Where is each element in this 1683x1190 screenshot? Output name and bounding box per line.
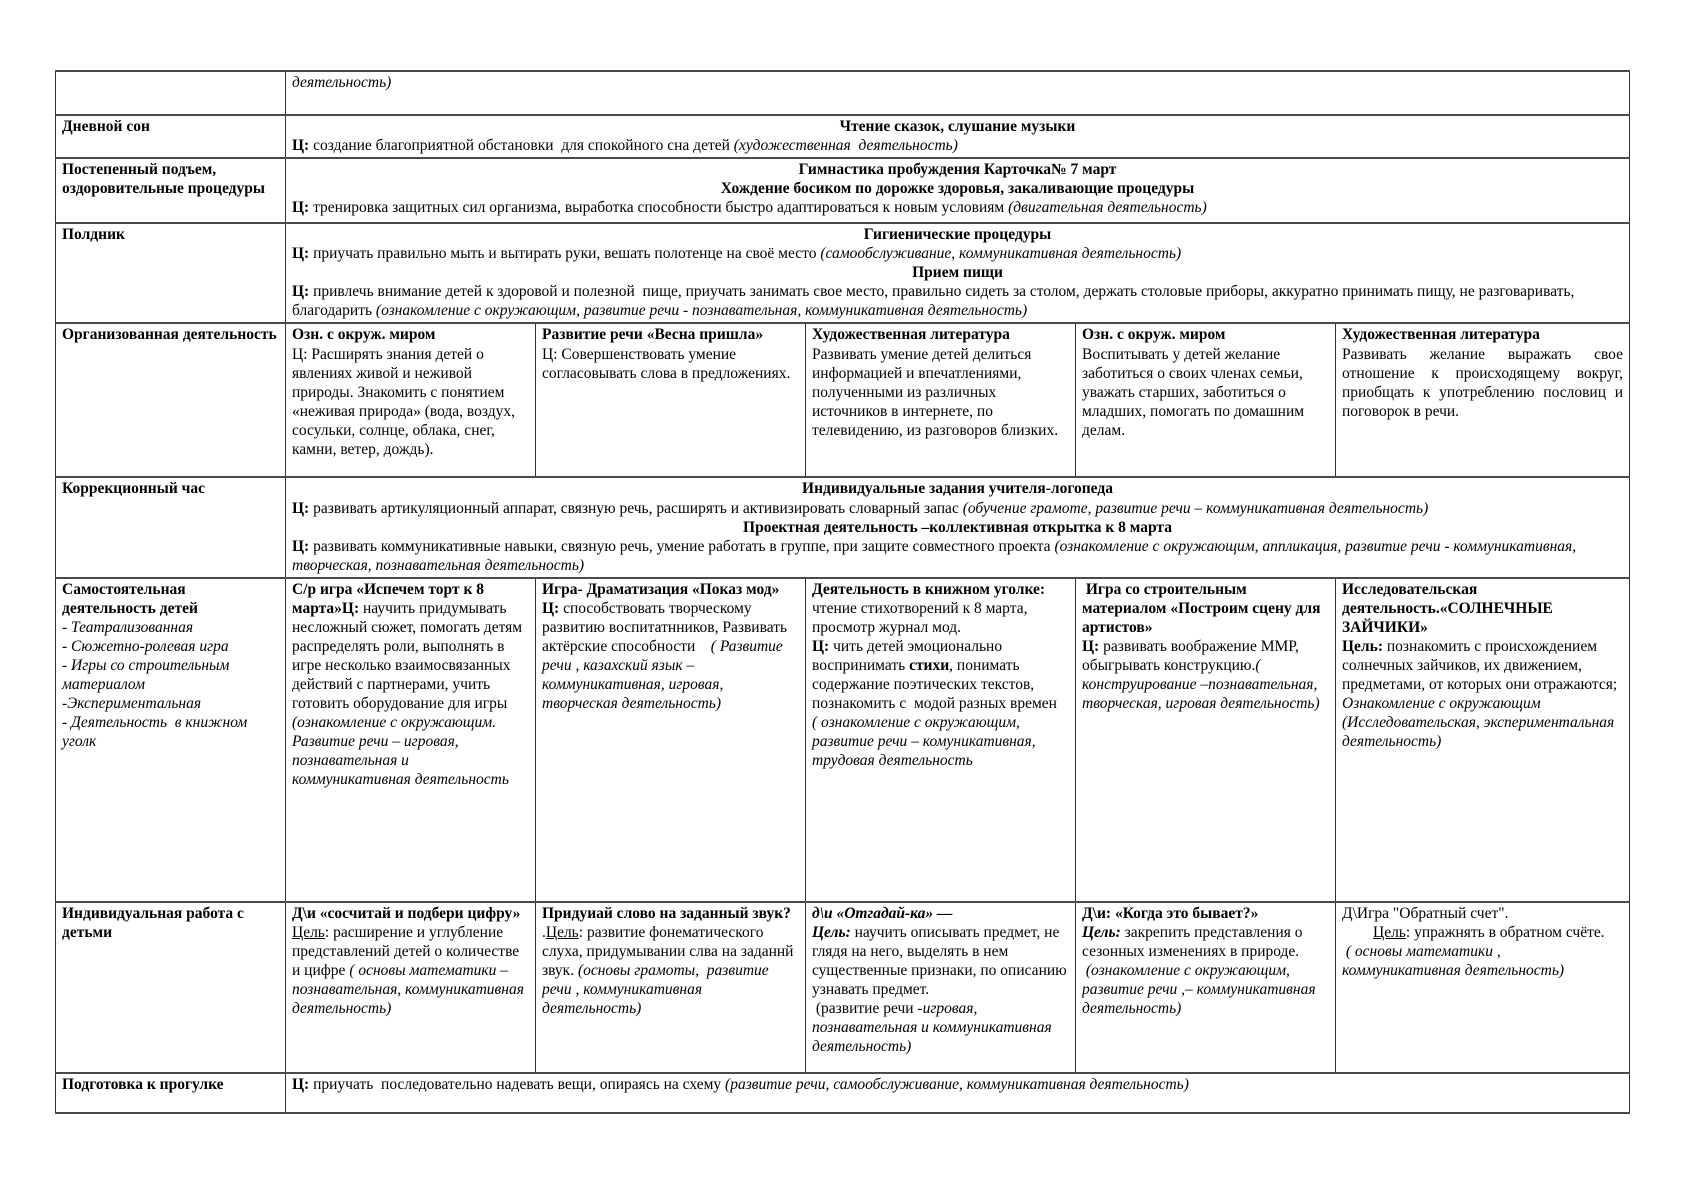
- text-run: Д\и: «Когда это бывает?»: [1082, 904, 1259, 922]
- table-row: [56, 477, 1630, 577]
- text-run: (развитие речи -: [812, 1000, 923, 1018]
- row-label: Самостоятельная деятельность детей: [62, 580, 198, 617]
- plan-cell: [286, 323, 536, 477]
- text-block: [542, 325, 799, 344]
- plan-cell: [806, 578, 1076, 902]
- row-label-cell: [56, 1073, 286, 1113]
- text-run: Развивать желание выражать свое отношение к происходящему вокруг, приобщать к употреблению пословиц и поговорок в речи.: [1342, 345, 1623, 420]
- text-run: : развитие фонематического слуха, придумывании слва на заданнй звук.: [542, 923, 798, 979]
- text-run: (обучение грамоте, развитие речи – коммуникативная деятельность): [962, 499, 1429, 517]
- text-run: Проектная деятельность –коллективная открытка к 8 марта: [743, 518, 1172, 536]
- plan-cell: [286, 902, 536, 1073]
- text-block: [1082, 923, 1329, 961]
- text-block: [1342, 345, 1623, 421]
- plan-cell: [286, 578, 536, 902]
- text-run: : расширение и углубление представлений детей о количестве и цифре: [292, 923, 524, 979]
- text-block: [292, 479, 1623, 498]
- text-run: тренировка защитных сил организма, выработка способности быстро адаптироваться к новым условиям: [309, 199, 1009, 217]
- text-run: .: [542, 904, 799, 941]
- plan-table-body: [56, 71, 1630, 1113]
- text-block: [292, 160, 1623, 179]
- text-block: [542, 904, 799, 1018]
- text-run: Цель: [545, 923, 579, 941]
- text-block: [542, 345, 799, 383]
- text-run: Цель: [292, 923, 325, 941]
- text-run: Развитие речи «Весна пришла»: [542, 326, 764, 344]
- row-label-cell: [56, 578, 286, 902]
- text-run: Д\и «сосчитай и подбери цифру»: [292, 904, 521, 922]
- table-row: [56, 223, 1630, 323]
- text-block: [1342, 904, 1623, 923]
- text-run: Ц:: [292, 283, 310, 301]
- table-row: [56, 1073, 1630, 1113]
- text-run: Игра- Драматизация «Показ мод»: [542, 580, 780, 598]
- text-block: [292, 263, 1623, 282]
- text-run: закрепить представления о сезонных изменениях в природе.: [1082, 923, 1307, 960]
- text-run: развивать коммуникативные навыки, связную речь, умение работать в группе, при защите совместного проекта: [309, 537, 1055, 555]
- text-run: игровая, познавательная и коммуникативная деятельность): [812, 1000, 1056, 1056]
- text-run: Цель:: [1342, 637, 1383, 655]
- row-span-cell: [286, 115, 1630, 158]
- text-run: (развитие речи, самообслуживание, коммуникативная деятельность): [725, 1075, 1189, 1093]
- text-run: Индивидуальные задания учителя-логопеда: [802, 480, 1113, 498]
- table-row: [56, 323, 1630, 477]
- text-run: привлечь внимание детей к здоровой и полезной пище, приучать занимать свое место, правильно сидеть за столом, держать столовые приборы, аккуратно принимать пищу, не разговаривать, благодарить: [292, 283, 1579, 320]
- text-block: [1342, 580, 1623, 637]
- row-label: Индивидуальная работа с детьми: [62, 904, 248, 941]
- plan-cell: [536, 902, 806, 1073]
- text-run: (двигательная деятельность): [1008, 199, 1207, 217]
- text-block: [1082, 345, 1329, 440]
- plan-cell: [1336, 578, 1630, 902]
- text-run: (основы грамоты, развитие речи , коммуникативная деятельность): [542, 961, 773, 1018]
- row-label: Коррекционный час: [62, 480, 206, 498]
- text-block: [1082, 904, 1329, 923]
- text-run: ( Развитие речи , казахский язык – коммуникативная, игровая, творческая деятельность): [542, 637, 787, 713]
- text-run: : упражнять в обратном счёте.: [1405, 923, 1605, 941]
- row-label: Полдник: [62, 226, 125, 244]
- text-run: Д\Игра "Обратный счет".: [1342, 904, 1509, 922]
- text-run: Придуиай слово на заданный звук?: [542, 904, 791, 922]
- plan-cell: [536, 578, 806, 902]
- text-run: приучать правильно мыть и вытирать руки, вешать полотенце на своё место: [309, 245, 821, 263]
- plan-cell: [806, 323, 1076, 477]
- text-run: (ознакомление с окружающим. Развитие речи – игровая, познавательная и коммуникативная деятельность: [292, 714, 509, 789]
- plan-cell: [1076, 578, 1336, 902]
- text-block: [292, 345, 529, 459]
- text-run: ( основы математики – познавательная, коммуникативная деятельность): [292, 961, 528, 1018]
- row-label-subitem: - Деятельность в книжном уголк: [62, 714, 252, 751]
- text-run: Цель:: [812, 923, 851, 941]
- plan-cell: [1076, 323, 1336, 477]
- text-run: чить детей эмоционально воспринимать: [812, 637, 1006, 674]
- text-block: [292, 179, 1623, 198]
- text-run: Развивать умение детей делиться информацией и впечатлениями, полученными из различных источников в интернете, по телевидению, из разговоров близких.: [812, 345, 1059, 439]
- plan-cell: [806, 902, 1076, 1073]
- text-run: Хождение босиком по дорожке здоровья, закаливающие процедуры: [720, 180, 1195, 198]
- row-label-cell: [56, 477, 286, 577]
- text-run: Гигиенические процедуры: [863, 226, 1052, 244]
- text-run: научить придумывать несложный сюжет, помогать детям распределять роли, выполнять в игре несколько взаимосвязанных действий с партнерами, учить готовить оборудование для игры: [292, 599, 526, 713]
- text-run: Игра со строительным материалом «Построим сцену для артистов»: [1082, 580, 1325, 636]
- text-run: Ц:: [292, 199, 310, 217]
- text-run: Воспитывать у детей желание заботиться о своих членах семьи, уважать старших, заботиться о младших, помогать по домашним делам.: [1082, 345, 1308, 439]
- plan-cell: [1076, 902, 1336, 1073]
- row-label: Дневной сон: [62, 118, 150, 135]
- text-run: Ц:: [292, 137, 310, 155]
- text-block: [812, 637, 1069, 713]
- row-label-cell: [56, 223, 286, 323]
- text-block: [812, 904, 1069, 923]
- row-label-cell: [56, 115, 286, 158]
- text-block: [292, 518, 1623, 537]
- row-label: Организованная деятельность: [62, 326, 277, 344]
- text-block: [292, 73, 1623, 92]
- text-run: Ц: Расширять знания детей о явлениях живой и неживой природы. Знакомить с понятием «неживая природа» (вода, воздух, сосульки, солнце, облака, снег, камни, ветер, дождь).: [292, 345, 519, 458]
- row-label-cell: [56, 323, 286, 477]
- text-run: Ознакомление с окружающим (Исследовательская, экспериментальная деятельность): [1342, 695, 1619, 751]
- text-block: [812, 325, 1069, 344]
- text-run: Цель: [1373, 923, 1406, 941]
- text-block: [1342, 325, 1623, 344]
- text-run: (ознакомление с окружающим, развитие речи - познавательная, коммуникативная деятельность): [375, 302, 1028, 320]
- row-label-subitem: - Театрализованная: [62, 618, 194, 636]
- text-run: С/р игра «Испечем торт к 8 марта»Ц:: [292, 580, 488, 617]
- text-block: [1342, 942, 1623, 980]
- table-row: [56, 71, 1630, 115]
- text-run: ( конструирование –познавательная, творческая, игровая деятельность): [1082, 657, 1322, 713]
- text-block: [1082, 637, 1329, 713]
- text-block: [542, 599, 799, 713]
- text-block: [292, 537, 1623, 575]
- text-run: способствовать творческому развитию воспитатнников, Развивать актёрские способности: [542, 599, 791, 655]
- table-row: [56, 902, 1630, 1073]
- text-block: [812, 580, 1069, 637]
- text-run: Цель:: [1082, 923, 1121, 941]
- text-run: стихи: [909, 657, 950, 674]
- text-block: [292, 244, 1623, 263]
- row-label-cell: [56, 902, 286, 1073]
- text-block: [542, 580, 799, 599]
- text-run: д\и «Отгадай-ка» —: [812, 904, 953, 922]
- text-block: [1082, 325, 1329, 344]
- text-run: Озн. с окруж. миром: [292, 326, 436, 344]
- text-run: (ознакомление с окружающим, развитие речи ,– коммуникативная деятельность): [1082, 961, 1320, 1018]
- plan-cell: [1336, 323, 1630, 477]
- text-block: [292, 136, 1623, 155]
- text-block: [1342, 923, 1623, 942]
- text-run: ( ознакомление с окружающим, развитие речи – комуникативная, трудовая деятельность: [812, 714, 1040, 770]
- text-block: [292, 923, 529, 1018]
- text-block: [1342, 637, 1623, 751]
- text-block: [292, 198, 1623, 217]
- text-run: Чтение сказок, слушание музыки: [839, 118, 1076, 135]
- text-run: Деятельность в книжном уголке:: [812, 580, 1046, 598]
- row-span-cell: [286, 71, 1630, 115]
- text-block: [292, 117, 1623, 136]
- text-run: развивать воображение ММР, обыгрывать конструкцию.: [1082, 637, 1303, 674]
- text-run: (художественная деятельность): [733, 137, 958, 155]
- text-block: [292, 1075, 1623, 1094]
- text-run: (самообслуживание, коммуникативная деятельность): [820, 245, 1182, 263]
- text-run: (ознакомление с окружающим, аппликация, развитие речи - коммуникативная, творческая, познавательная деятельность): [292, 537, 1580, 574]
- text-run: Ц:: [1082, 637, 1100, 655]
- row-span-cell: [286, 1073, 1630, 1113]
- text-run: Художественная литература: [1342, 326, 1540, 344]
- text-run: ( основы математики , коммуникативная деятельность): [1342, 942, 1565, 979]
- text-run: Ц:: [292, 245, 310, 263]
- text-run: Озн. с окруж. миром: [1082, 326, 1226, 344]
- text-run: Исследовательская деятельность.«СОЛНЕЧНЫЕ ЗАЙЧИКИ»: [1342, 580, 1557, 636]
- text-block: [292, 499, 1623, 518]
- text-block: [812, 999, 1069, 1056]
- table-row: [56, 115, 1630, 158]
- text-block: [292, 225, 1623, 244]
- text-block: [292, 580, 529, 790]
- text-run: , понимать содержание поэтических текстов, познакомить с модой разных времен: [812, 657, 1057, 713]
- text-run: создание благоприятной обстановки для спокойного сна детей: [309, 137, 734, 155]
- text-run: приучать последовательно надевать вещи, опираясь на схему: [309, 1075, 726, 1093]
- text-run: познакомить с происхождением солнечных зайчиков, их движением, предметами, от которых они отражаются;: [1342, 637, 1622, 694]
- text-block: [812, 345, 1069, 440]
- text-block: [1082, 961, 1329, 1018]
- text-run: Ц:: [292, 1075, 310, 1093]
- row-label: Подготовка к прогулке: [62, 1075, 224, 1093]
- text-run: Ц:: [542, 599, 560, 617]
- plan-cell: [1336, 902, 1630, 1073]
- row-label-cell: [56, 158, 286, 223]
- text-block: [292, 325, 529, 344]
- text-run: деятельность): [292, 74, 392, 91]
- text-run: чтение стихотворений к 8 марта, просмотр журнал мод.: [812, 580, 1053, 636]
- text-block: [292, 282, 1623, 320]
- text-run: научить описывать предмет, не глядя на него, выделять в нем существенные признаки, по описанию узнавать предмет.: [812, 923, 1071, 998]
- text-run: Прием пищи: [912, 264, 1003, 282]
- row-span-cell: [286, 158, 1630, 223]
- daily-plan-table: [55, 70, 1630, 1114]
- text-block: [812, 713, 1069, 770]
- row-span-cell: [286, 223, 1630, 323]
- text-block: [1082, 580, 1329, 637]
- row-label-subitem: - Сюжетно-ролевая игра: [62, 637, 229, 655]
- text-run: [1342, 924, 1373, 941]
- text-run: Ц:: [812, 637, 830, 655]
- plan-cell: [536, 323, 806, 477]
- row-span-cell: [286, 477, 1630, 577]
- text-run: Гимнастика пробуждения Карточка№ 7 март: [798, 161, 1117, 179]
- text-block: [292, 904, 529, 923]
- row-label-cell: [56, 71, 286, 115]
- row-label: Постепенный подъем, оздоровительные процедуры: [62, 161, 265, 198]
- text-run: развивать артикуляционный аппарат, связную речь, расширять и активизировать словарный запас: [309, 499, 963, 517]
- text-run: Ц:: [292, 499, 310, 517]
- text-run: Художественная литература: [812, 326, 1010, 344]
- text-run: Ц: Совершенствовать умение согласовывать слова в предложениях.: [542, 345, 791, 382]
- text-run: Ц:: [292, 537, 310, 555]
- row-label-subitem: -Экспериментальная: [62, 695, 202, 713]
- table-row: [56, 158, 1630, 223]
- text-block: [812, 923, 1069, 999]
- row-label-subitem: - Игры со строительным материалом: [62, 657, 234, 694]
- table-row: [56, 578, 1630, 902]
